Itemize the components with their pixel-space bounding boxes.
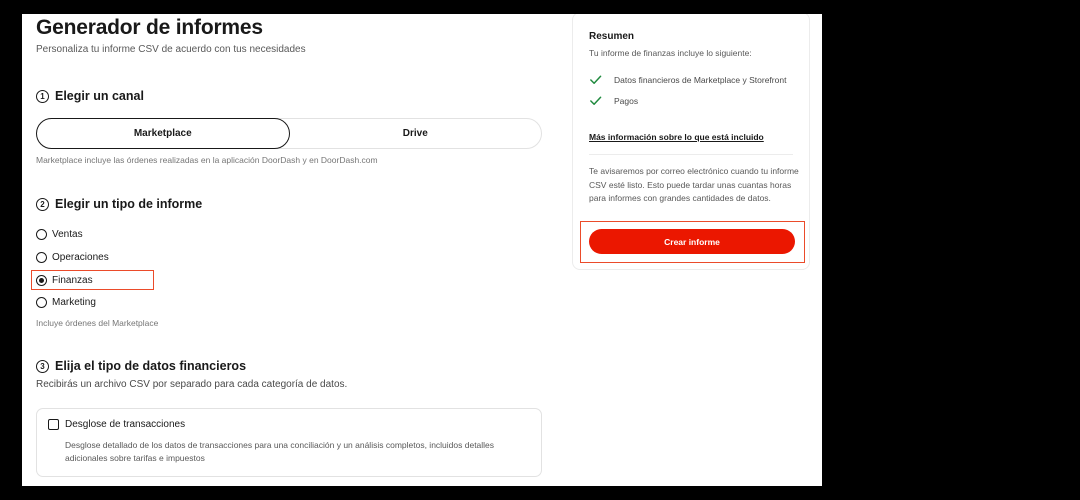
checkbox-unchecked-icon[interactable]	[48, 419, 59, 430]
summary-item-label: Pagos	[614, 95, 639, 106]
channel-option-drive[interactable]: Drive	[402, 128, 428, 139]
page-title: Generador de informes	[36, 16, 263, 39]
summary-panel	[572, 14, 810, 270]
channel-option-marketplace[interactable]: Marketplace	[36, 118, 290, 149]
step3-description: Recibirás un archivo CSV por separado para cada categoría de datos.	[36, 379, 348, 390]
radio-unchecked-icon[interactable]	[36, 229, 47, 240]
report-type-radio-operaciones[interactable]	[36, 249, 109, 265]
step-number-2-icon: 2	[36, 198, 49, 211]
report-generator-page	[22, 14, 822, 486]
radio-unchecked-icon[interactable]	[36, 297, 47, 308]
step1-heading	[36, 89, 144, 103]
create-report-button[interactable]: Crear informe	[589, 229, 795, 254]
checkbox-description: Desglose detallado de los datos de transacciones para una conciliación y un análisis completos, incluidos detalles adicionales sobre tarifas e impuestos	[65, 440, 495, 463]
report-type-radio-ventas[interactable]	[36, 226, 83, 242]
learn-more-link[interactable]: Más información sobre lo que está incluido	[589, 132, 764, 142]
email-notice: Te avisaremos por correo electrónico cuando tu informe CSV esté listo. Esto puede tardar unas cuantas horas para informes con grandes cantidades de datos.	[589, 166, 799, 203]
radio-label: Finanzas	[52, 274, 93, 286]
checkbox-label: Desglose de transacciones	[65, 419, 186, 430]
report-type-hint: Incluye órdenes del Marketplace	[36, 318, 159, 328]
report-type-radio-marketing[interactable]	[36, 294, 96, 310]
step2-heading-text: Elegir un tipo de informe	[55, 197, 203, 211]
finanzas-highlight-box	[31, 270, 154, 290]
step2-heading	[36, 197, 202, 211]
summary-title: Resumen	[589, 31, 635, 42]
check-icon	[589, 73, 602, 86]
summary-item	[589, 94, 638, 107]
check-icon	[589, 94, 602, 107]
radio-label: Operaciones	[52, 251, 109, 263]
page-subtitle: Personaliza tu informe CSV de acuerdo con tus necesidades	[36, 44, 306, 55]
transaction-breakdown-checkbox-row[interactable]	[48, 419, 185, 430]
step-number-1-icon: 1	[36, 90, 49, 103]
step-number-3-icon: 3	[36, 360, 49, 373]
summary-subtitle: Tu informe de finanzas incluye lo siguiente:	[589, 48, 752, 58]
summary-divider	[589, 154, 793, 155]
radio-unchecked-icon[interactable]	[36, 252, 47, 263]
channel-segmented-control	[36, 118, 542, 149]
step3-heading	[36, 359, 246, 373]
channel-hint: Marketplace incluye las órdenes realizadas en la aplicación DoorDash y en DoorDash.com	[36, 155, 378, 165]
summary-item-label: Datos financieros de Marketplace y Storefront	[614, 74, 787, 85]
radio-label: Ventas	[52, 228, 83, 240]
summary-item	[589, 73, 786, 86]
step1-heading-text: Elegir un canal	[55, 89, 144, 103]
financial-data-card	[36, 408, 542, 477]
radio-label: Marketing	[52, 296, 96, 308]
step3-heading-text: Elija el tipo de datos financieros	[55, 359, 247, 373]
